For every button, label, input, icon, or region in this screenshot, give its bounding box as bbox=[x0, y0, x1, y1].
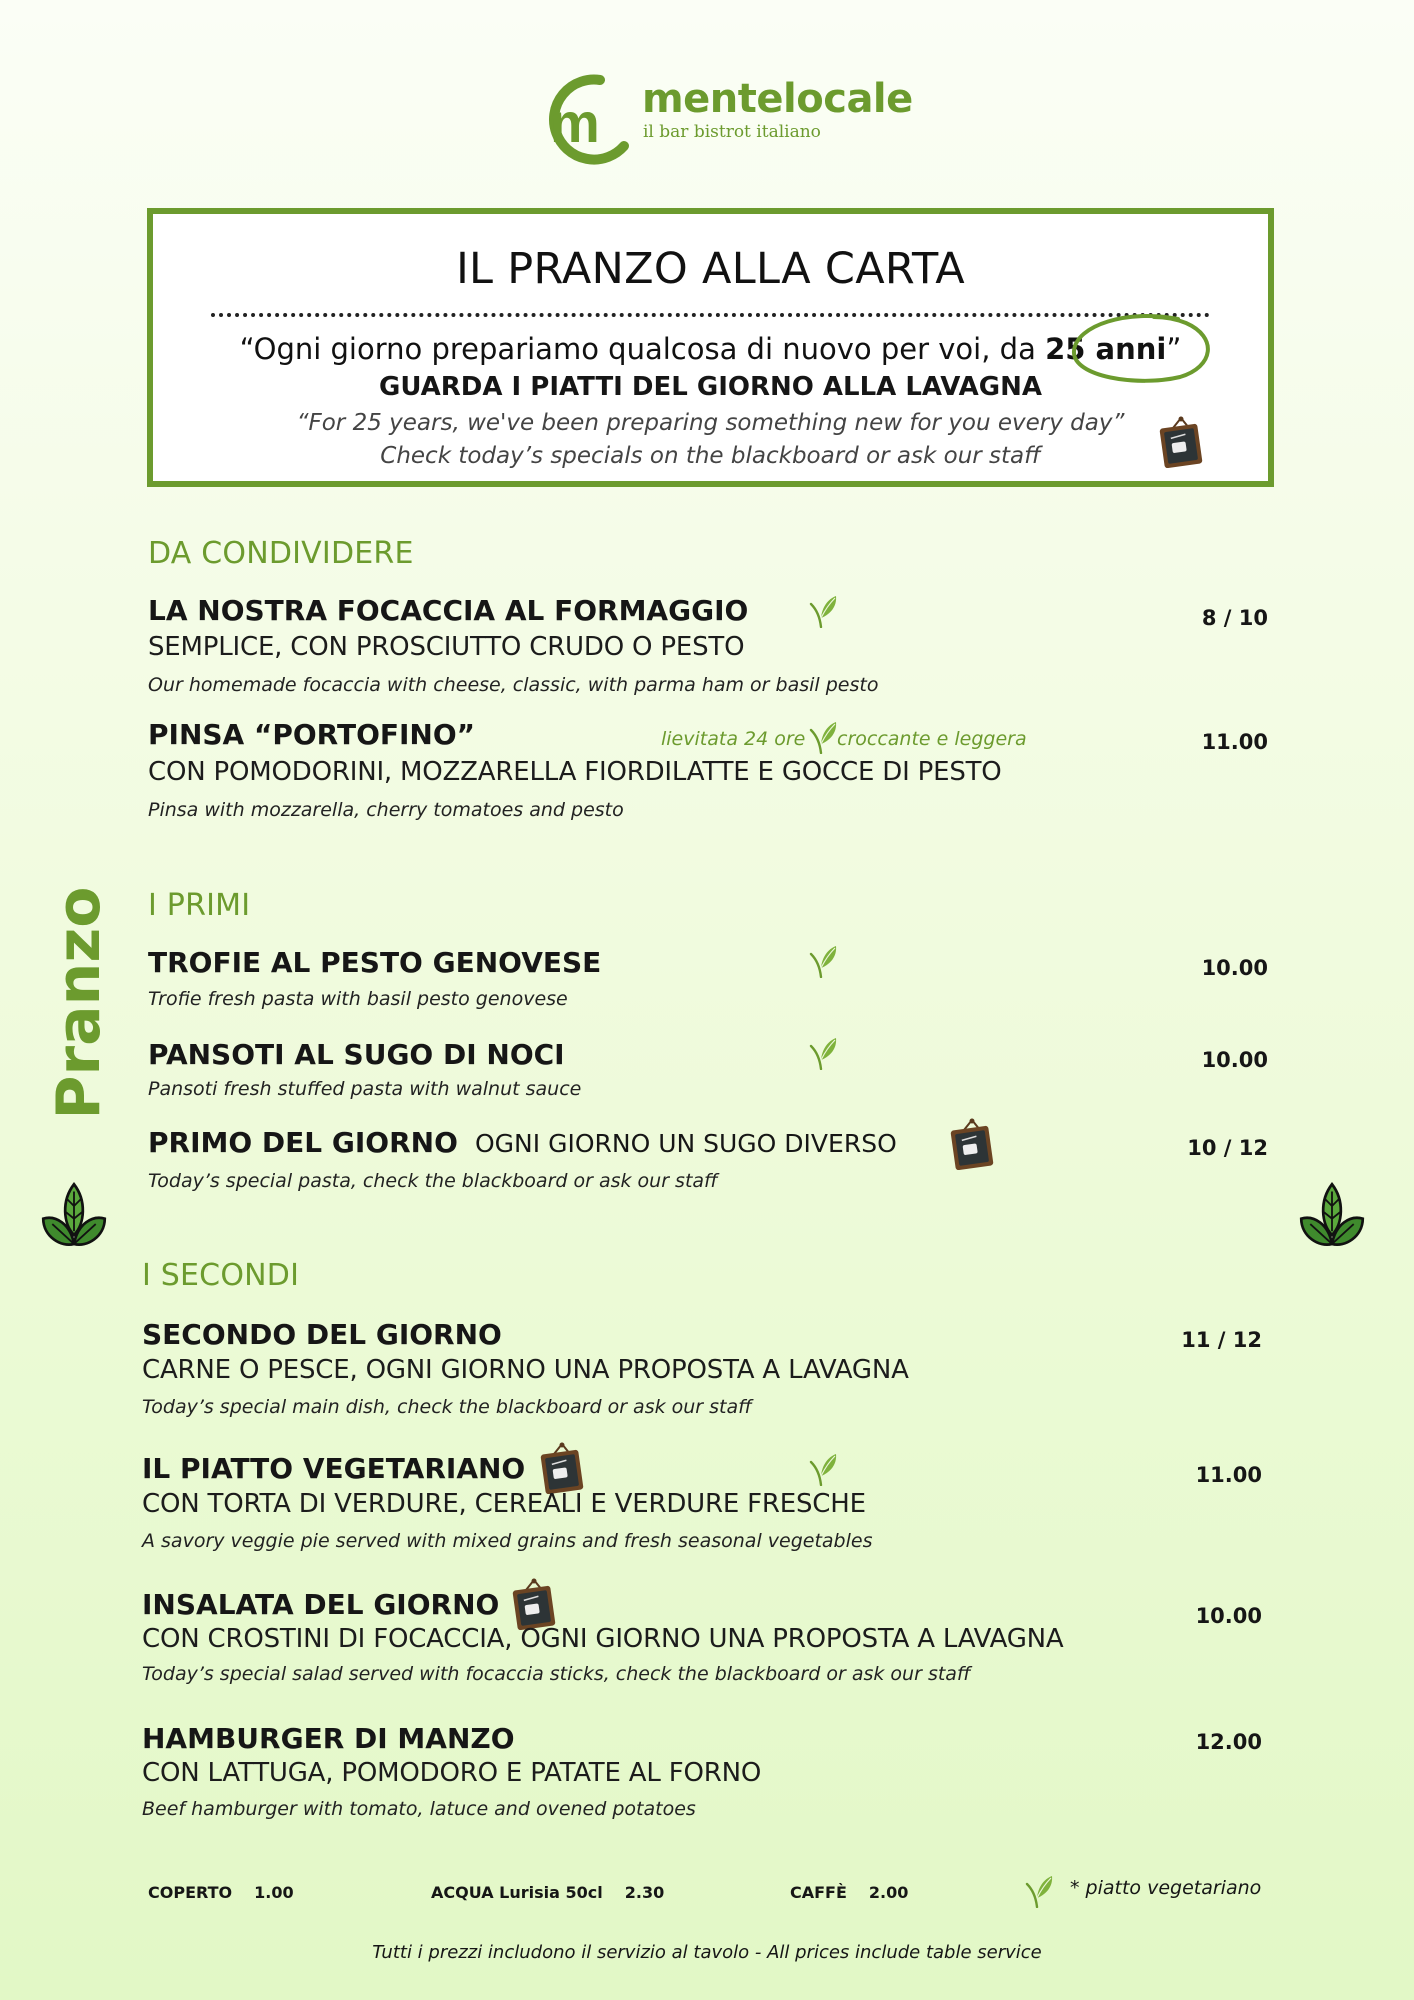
item-name: HAMBURGER DI MANZO bbox=[142, 1722, 515, 1755]
item-description: CON CROSTINI DI FOCACCIA, OGNI GIORNO UNA PROPOSTA A LAVAGNA bbox=[142, 1624, 1064, 1654]
caffe-price: 2.00 bbox=[868, 1883, 909, 1902]
item-description: CON POMODORINI, MOZZARELLA FIORDILATTE E GOCCE DI PESTO bbox=[148, 757, 1002, 787]
vegetarian-icon bbox=[808, 594, 838, 628]
acqua-label: ACQUA Lurisia 50cl bbox=[431, 1883, 603, 1902]
brand-tagline: il bar bistrot italiano bbox=[643, 122, 821, 142]
section-title-secondi: I SECONDI bbox=[142, 1258, 300, 1293]
quote-end: ” bbox=[1166, 332, 1182, 366]
item-english: Today’s special pasta, check the blackboard or ask our staff bbox=[148, 1170, 718, 1192]
item-description: SEMPLICE, CON PROSCIUTTO CRUDO O PESTO bbox=[148, 632, 745, 662]
section-title-condividere: DA CONDIVIDERE bbox=[148, 536, 414, 571]
item-price: 10.00 bbox=[1201, 1048, 1268, 1072]
item-name: PRIMO DEL GIORNO bbox=[148, 1126, 458, 1159]
caffe-label: CAFFÈ bbox=[790, 1883, 847, 1902]
item-name: PINSA “PORTOFINO” bbox=[148, 718, 476, 751]
blackboard-icon bbox=[512, 1578, 556, 1630]
footer-acqua bbox=[431, 1883, 664, 1902]
item-name: INSALATA DEL GIORNO bbox=[142, 1588, 500, 1621]
item-name: TROFIE AL PESTO GENOVESE bbox=[148, 946, 602, 979]
item-tag-left: lievitata 24 ore bbox=[661, 728, 806, 750]
dotted-divider bbox=[211, 313, 1210, 317]
item-name: IL PIATTO VEGETARIANO bbox=[142, 1452, 526, 1485]
acqua-price: 2.30 bbox=[624, 1883, 665, 1902]
item-tag-right: croccante e leggera bbox=[837, 728, 1027, 750]
item-english: Pansoti fresh stuffed pasta with walnut sauce bbox=[148, 1078, 582, 1100]
item-english: Our homemade focaccia with cheese, classic, with parma ham or basil pesto bbox=[148, 674, 879, 696]
service-note: Tutti i prezzi includono il servizio al tavolo - All prices include table service bbox=[372, 1942, 1042, 1963]
item-name: LA NOSTRA FOCACCIA AL FORMAGGIO bbox=[148, 594, 749, 627]
item-english: A savory veggie pie served with mixed grains and fresh seasonal vegetables bbox=[142, 1530, 873, 1552]
vegetarian-legend: * piatto vegetariano bbox=[1070, 1877, 1262, 1899]
item-english: Trofie fresh pasta with basil pesto genovese bbox=[148, 988, 568, 1010]
item-price: 10.00 bbox=[1201, 956, 1268, 980]
item-price: 10.00 bbox=[1195, 1604, 1262, 1628]
item-price: 11 / 12 bbox=[1181, 1328, 1262, 1352]
quote-highlight: 25 anni bbox=[1045, 332, 1167, 366]
english-notice: Check today’s specials on the blackboard or ask our staff bbox=[380, 443, 1041, 469]
vegetarian-icon bbox=[808, 944, 838, 978]
blackboard-icon bbox=[950, 1118, 994, 1170]
item-price: 11.00 bbox=[1201, 730, 1268, 754]
item-price: 8 / 10 bbox=[1201, 606, 1268, 630]
section-title-primi: I PRIMI bbox=[148, 888, 251, 923]
item-english: Beef hamburger with tomato, latuce and ovened potatoes bbox=[142, 1798, 696, 1820]
item-description: CON LATTUGA, POMODORO E PATATE AL FORNO bbox=[142, 1758, 762, 1788]
header-box bbox=[147, 208, 1274, 487]
vegetarian-icon bbox=[808, 1036, 838, 1070]
item-inline-description: OGNI GIORNO UN SUGO DIVERSO bbox=[475, 1129, 897, 1158]
item-description: CARNE O PESCE, OGNI GIORNO UNA PROPOSTA A LAVAGNA bbox=[142, 1355, 909, 1385]
item-price: 11.00 bbox=[1195, 1463, 1262, 1487]
item-name: SECONDO DEL GIORNO bbox=[142, 1318, 502, 1351]
quote-start: “Ogni giorno prepariamo qualcosa di nuovo per voi, da bbox=[239, 332, 1046, 366]
item-name: PANSOTI AL SUGO DI NOCI bbox=[148, 1038, 565, 1071]
item-description: CON TORTA DI VERDURE, CEREALI E VERDURE FRESCHE bbox=[142, 1489, 866, 1519]
blackboard-icon bbox=[1159, 416, 1203, 468]
item-english: Today’s special salad served with focaccia sticks, check the blackboard or ask our staff bbox=[142, 1663, 971, 1685]
blackboard-notice: GUARDA I PIATTI DEL GIORNO ALLA LAVAGNA bbox=[379, 372, 1042, 402]
coperto-price: 1.00 bbox=[254, 1883, 294, 1902]
vegetarian-icon bbox=[808, 720, 838, 754]
item-english: Today’s special main dish, check the blackboard or ask our staff bbox=[142, 1396, 752, 1418]
basil-leaf-icon bbox=[1294, 1178, 1370, 1252]
item-english: Pinsa with mozzarella, cherry tomatoes and pesto bbox=[148, 799, 624, 821]
footer-caffe bbox=[790, 1883, 908, 1902]
logo-m-letter: m bbox=[550, 91, 600, 154]
brand-name: mentelocale bbox=[642, 76, 913, 122]
footer-coperto bbox=[148, 1883, 294, 1902]
vegetarian-icon bbox=[808, 1452, 838, 1486]
item-price: 10 / 12 bbox=[1187, 1136, 1268, 1160]
blackboard-icon bbox=[540, 1442, 584, 1494]
page-title: IL PRANZO ALLA CARTA bbox=[456, 244, 965, 294]
english-quote: “For 25 years, we've been preparing something new for you every day” bbox=[296, 410, 1125, 436]
svg-text:Pranzo: Pranzo bbox=[44, 886, 114, 1120]
item-price: 12.00 bbox=[1195, 1730, 1262, 1754]
basil-leaf-icon bbox=[36, 1178, 112, 1252]
vegetarian-icon bbox=[1024, 1874, 1054, 1908]
coperto-label: COPERTO bbox=[148, 1883, 233, 1902]
side-label-pranzo bbox=[14, 878, 134, 1128]
